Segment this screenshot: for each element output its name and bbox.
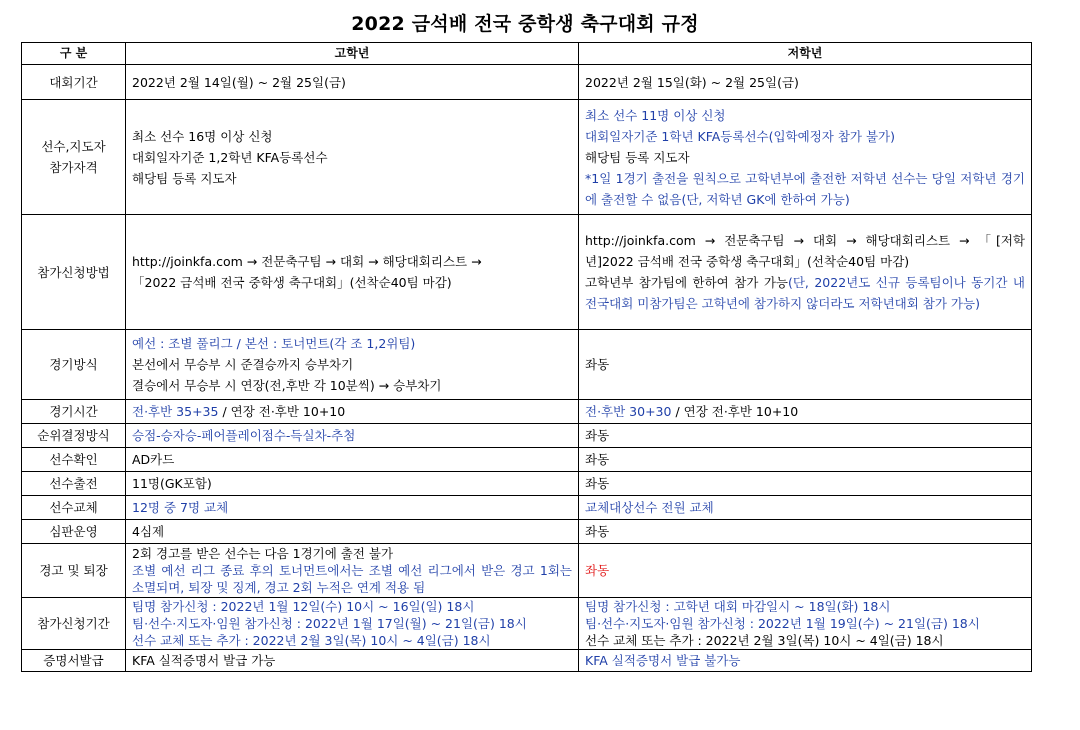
row-label-lineup: 선수출전 bbox=[22, 472, 126, 496]
referee-senior: 4심제 bbox=[126, 520, 579, 544]
row-referee bbox=[22, 520, 1032, 544]
row-lineup bbox=[22, 472, 1032, 496]
application-method-senior-line: 「2022 금석배 전국 중학생 축구대회」(선착순40팀 마감) bbox=[132, 275, 452, 290]
row-label-eligibility bbox=[22, 100, 126, 215]
registration-junior-line: 선수 교체 또는 추가 : 2022년 2월 3일(목) 10시 ~ 4일(금) 18시 bbox=[585, 633, 944, 648]
match-format-senior bbox=[126, 330, 579, 400]
match-format-senior-line: 결승에서 무승부 시 연장(전,후반 각 10분씩) → 승부차기 bbox=[132, 378, 442, 393]
registration-senior-line: 팀·선수·지도자·임원 참가신청 : 2022년 1월 17일(월) ~ 21일(금) 18시 bbox=[132, 616, 527, 631]
registration-junior-line: 팀명 참가신청 : 고학년 대회 마감일시 ~ 18일(화) 18시 bbox=[585, 599, 891, 614]
match-time-junior-halves: 전·후반 30+30 bbox=[585, 404, 672, 419]
substitution-senior: 12명 중 7명 교체 bbox=[126, 496, 579, 520]
cautions-junior: 좌동 bbox=[579, 544, 1032, 598]
registration-senior-line: 선수 교체 또는 추가 : 2022년 2월 3일(목) 10시 ~ 4일(금) 18시 bbox=[132, 633, 491, 648]
registration-senior-line: 팀명 참가신청 : 2022년 1월 12일(수) 10시 ~ 16일(일) 18시 bbox=[132, 599, 475, 614]
rules-table bbox=[21, 42, 1032, 672]
eligibility-senior-line: 최소 선수 16명 이상 신청 bbox=[132, 128, 273, 144]
period-junior: 2022년 2월 15일(화) ~ 2월 25일(금) bbox=[579, 65, 1032, 100]
lineup-junior: 좌동 bbox=[579, 472, 1032, 496]
match-format-junior: 좌동 bbox=[579, 330, 1032, 400]
application-method-junior-exception: (단, 2022년도 신규 등록팀이나 동기간 내 전국대회 미참가팀은 고학년에 참가하지 않더라도 저학년대회 참가 가능) bbox=[585, 275, 1025, 311]
cautions-senior-rule: 2회 경고를 받은 선수는 다음 1경기에 출전 불가 bbox=[132, 546, 394, 561]
row-label-certificate: 증명서발급 bbox=[22, 650, 126, 672]
row-label-match-time: 경기시간 bbox=[22, 400, 126, 424]
eligibility-junior-line: 최소 선수 11명 이상 신청 bbox=[585, 107, 726, 123]
header-category: 구 분 bbox=[22, 43, 126, 65]
row-substitution bbox=[22, 496, 1032, 520]
cautions-senior bbox=[126, 544, 579, 598]
match-format-senior-line: 본선에서 무승부 시 준결승까지 승부차기 bbox=[132, 357, 354, 372]
eligibility-senior-line: 대회일자기준 1,2학년 KFA등록선수 bbox=[132, 149, 328, 165]
row-ranking bbox=[22, 424, 1032, 448]
row-label-substitution: 선수교체 bbox=[22, 496, 126, 520]
eligibility-junior bbox=[579, 100, 1032, 215]
row-label-player-check: 선수확인 bbox=[22, 448, 126, 472]
row-player-check bbox=[22, 448, 1032, 472]
player-check-senior: AD카드 bbox=[126, 448, 579, 472]
application-method-junior-condition: 고학년부 참가팀에 한하여 참가 가능 bbox=[585, 275, 788, 290]
eligibility-label-line1: 선수,지도자 bbox=[41, 139, 106, 154]
row-label-match-format: 경기방식 bbox=[22, 330, 126, 400]
ranking-senior: 승점-승자승-페어플레이점수-득실차-추첨 bbox=[126, 424, 579, 448]
match-time-senior bbox=[126, 400, 579, 424]
header-junior: 저학년 bbox=[579, 43, 1032, 65]
registration-period-senior bbox=[126, 598, 579, 650]
row-certificate bbox=[22, 650, 1032, 672]
substitution-junior: 교체대상선수 전원 교체 bbox=[579, 496, 1032, 520]
registration-period-junior bbox=[579, 598, 1032, 650]
ranking-junior: 좌동 bbox=[579, 424, 1032, 448]
eligibility-senior-line: 해당팀 등록 지도자 bbox=[132, 170, 237, 186]
row-label-registration-period: 참가신청기간 bbox=[22, 598, 126, 650]
application-method-junior-path: http://joinkfa.com → 전문축구팀 → 대회 → 해당대회리스트 → 「[저학년]2022 금석배 전국 중학생 축구대회」(선착순40팀 마감) bbox=[585, 233, 1025, 269]
row-label-ranking: 순위결정방식 bbox=[22, 424, 126, 448]
match-format-senior-line: 예선 : 조별 풀리그 / 본선 : 토너먼트(각 조 1,2위팀) bbox=[132, 336, 416, 351]
certificate-senior: KFA 실적증명서 발급 가능 bbox=[126, 650, 579, 672]
row-label-referee: 심판운영 bbox=[22, 520, 126, 544]
row-period bbox=[22, 65, 1032, 100]
player-check-junior: 좌동 bbox=[579, 448, 1032, 472]
match-time-senior-halves: 전·후반 35+35 bbox=[132, 404, 219, 419]
match-time-senior-extra: / 연장 전·후반 10+10 bbox=[218, 404, 346, 419]
row-application-method bbox=[22, 215, 1032, 330]
row-label-period: 대회기간 bbox=[22, 65, 126, 100]
application-method-senior-line: http://joinkfa.com → 전문축구팀 → 대회 → 해당대회리스트 → bbox=[132, 254, 482, 269]
lineup-senior: 11명(GK포함) bbox=[126, 472, 579, 496]
period-senior: 2022년 2월 14일(월) ~ 2월 25일(금) bbox=[126, 65, 579, 100]
row-match-time bbox=[22, 400, 1032, 424]
certificate-junior: KFA 실적증명서 발급 불가능 bbox=[579, 650, 1032, 672]
eligibility-junior-line: 해당팀 등록 지도자 bbox=[585, 149, 690, 165]
registration-junior-line: 팀·선수·지도자·임원 참가신청 : 2022년 1월 19일(수) ~ 21일(금) 18시 bbox=[585, 616, 980, 631]
eligibility-junior-note: *1일 1경기 출전을 원칙으로 고학년부에 출전한 저학년 선수는 당일 저학년 경기에 출전할 수 없음(단, 저학년 GK에 한하여 가능) bbox=[585, 170, 1025, 207]
row-label-application-method: 참가신청방법 bbox=[22, 215, 126, 330]
referee-junior: 좌동 bbox=[579, 520, 1032, 544]
eligibility-senior bbox=[126, 100, 579, 215]
row-registration-period bbox=[22, 598, 1032, 650]
header-senior: 고학년 bbox=[126, 43, 579, 65]
row-label-cautions: 경고 및 퇴장 bbox=[22, 544, 126, 598]
cautions-senior-tournament-rule: 조별 예선 리그 종료 후의 토너먼트에서는 조별 예선 리그에서 받은 경고 1회는 소멸되며, 퇴장 및 징계, 경고 2회 누적은 연계 적용 됨 bbox=[132, 563, 572, 595]
document-title: 2022 금석배 전국 중학생 축구대회 규정 bbox=[351, 13, 699, 35]
match-time-junior bbox=[579, 400, 1032, 424]
row-cautions bbox=[22, 544, 1032, 598]
match-time-junior-extra: / 연장 전·후반 10+10 bbox=[671, 404, 799, 419]
table-header-row bbox=[22, 43, 1032, 65]
application-method-junior bbox=[579, 215, 1032, 330]
row-eligibility bbox=[22, 100, 1032, 215]
eligibility-junior-line: 대회일자기준 1학년 KFA등록선수(입학예정자 참가 불가) bbox=[585, 128, 895, 144]
application-method-senior bbox=[126, 215, 579, 330]
eligibility-label-line2: 참가자격 bbox=[49, 160, 98, 175]
row-match-format bbox=[22, 330, 1032, 400]
